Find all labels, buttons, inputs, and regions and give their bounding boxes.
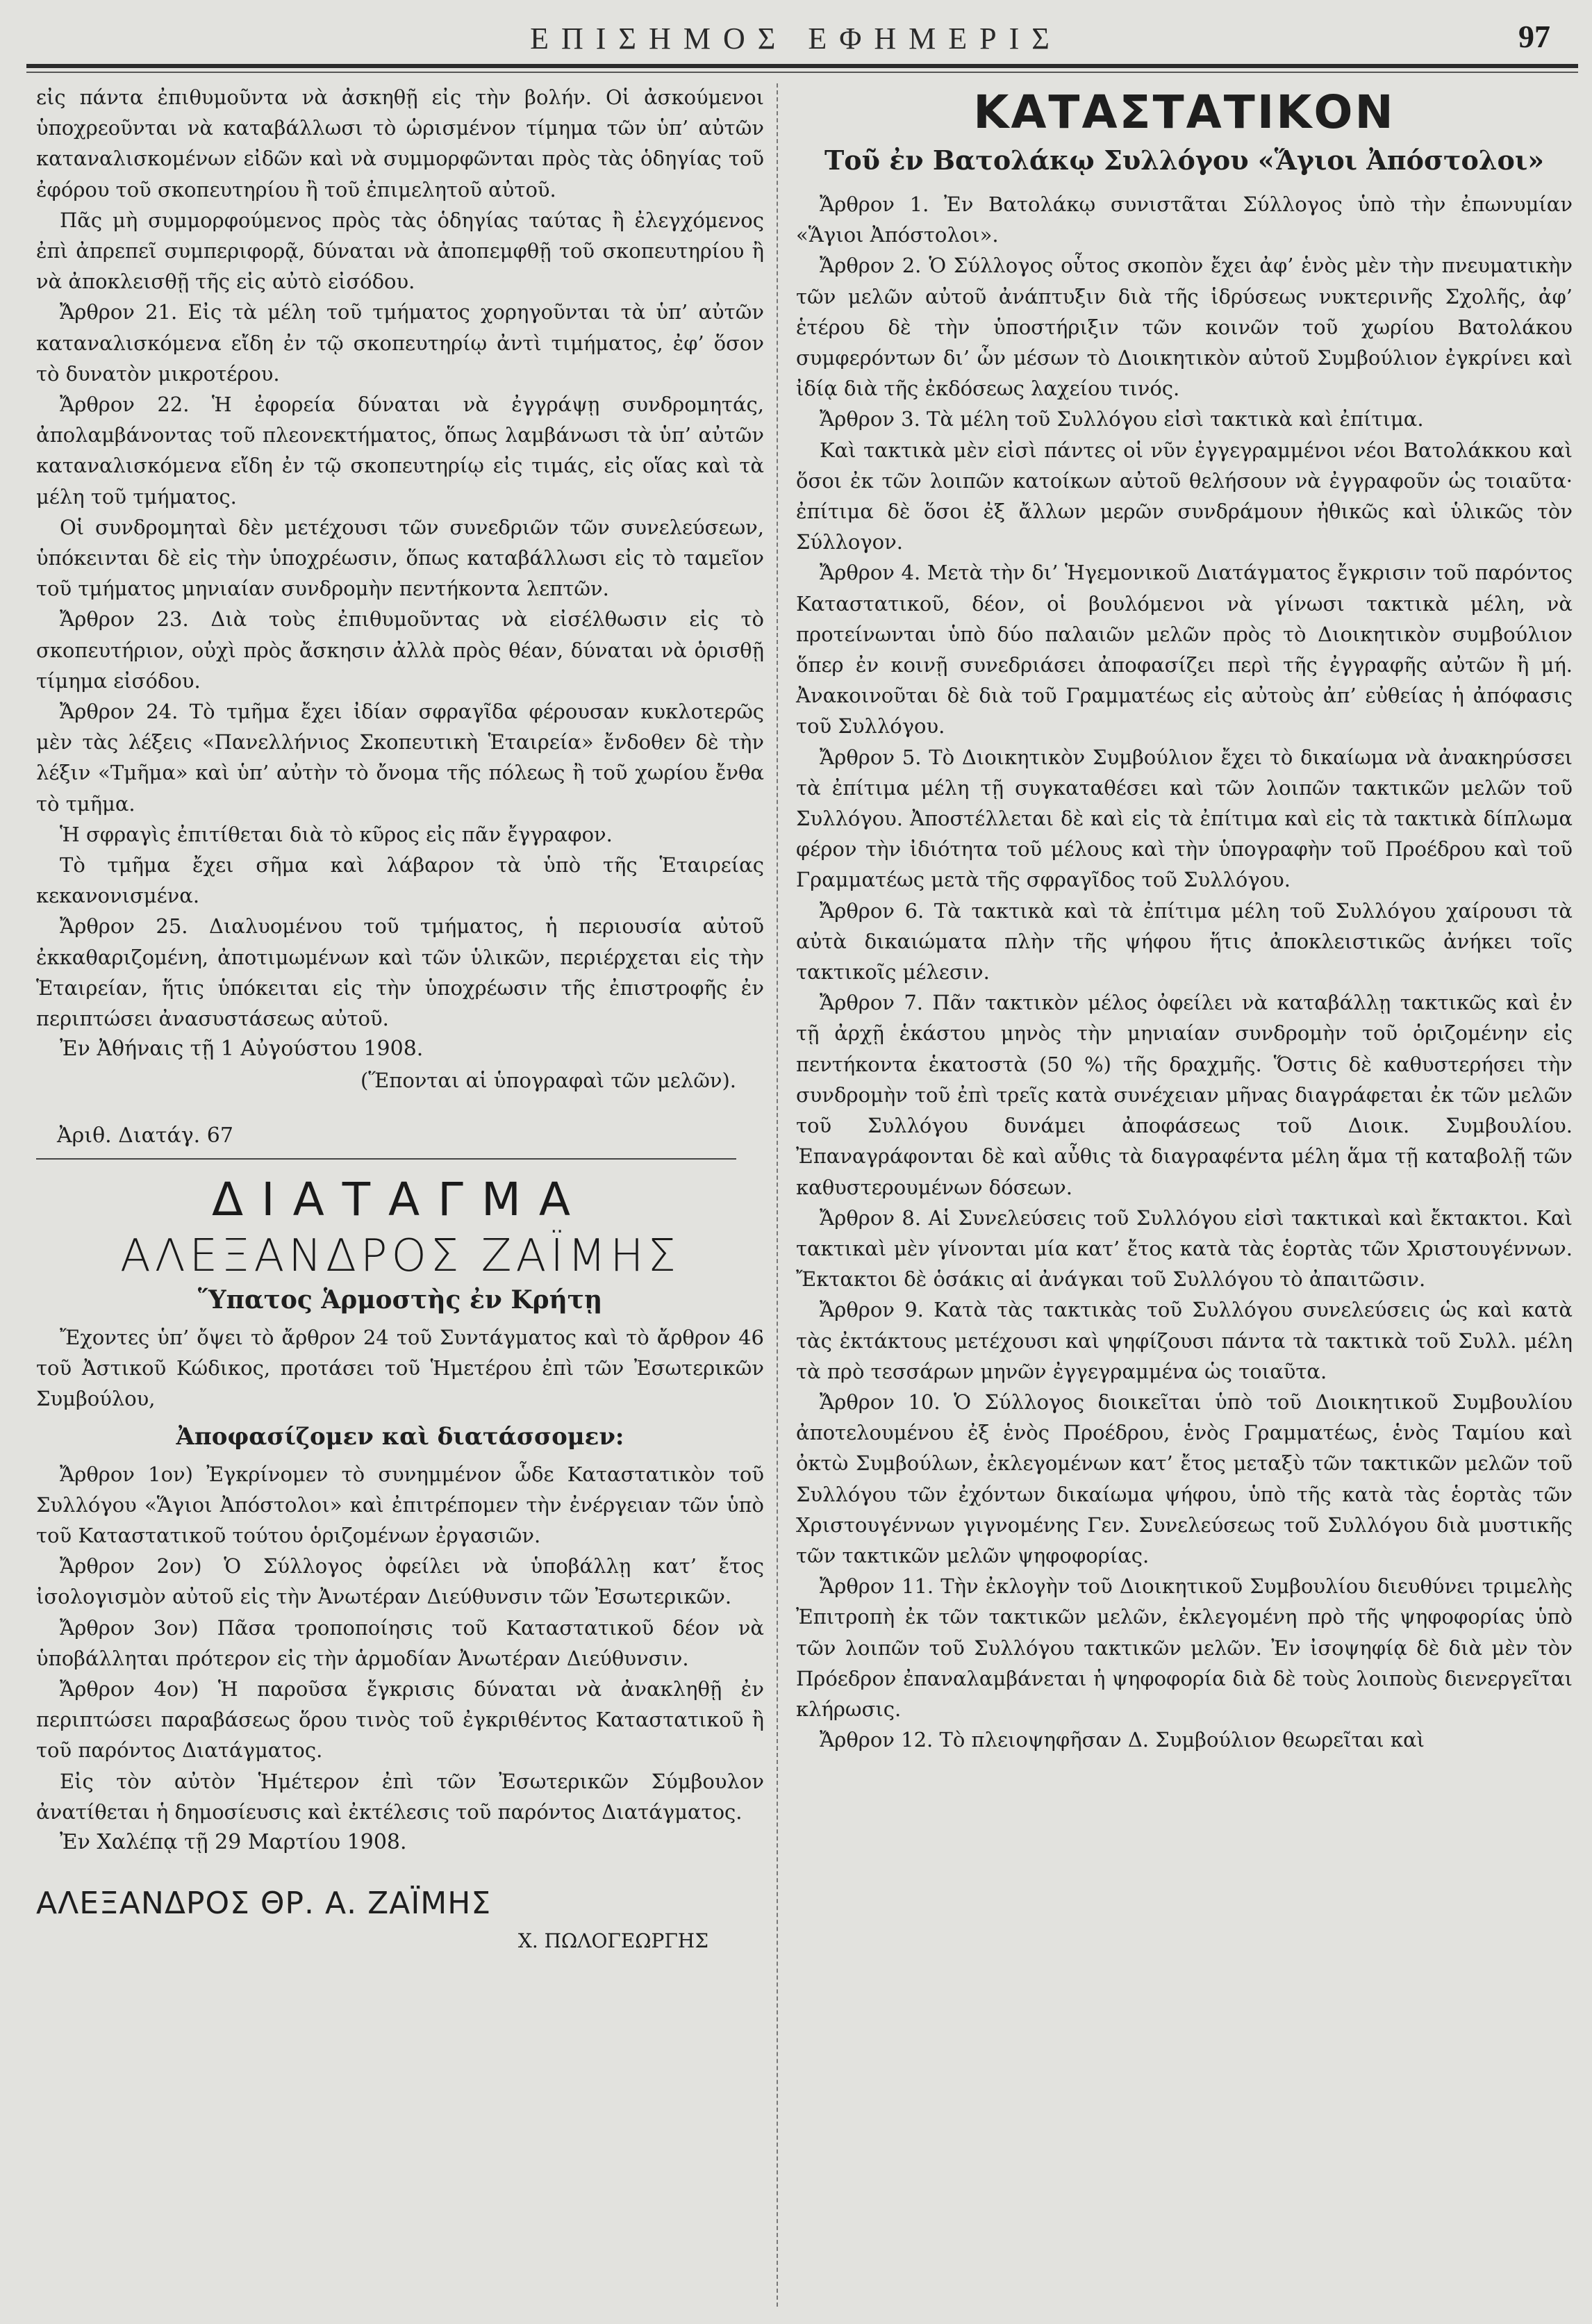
article-21: Ἄρθρον 21. Εἰς τὰ μέλη τοῦ τμήματος χορηγοῦνται τὰ ὑπ’ αὐτῶν καταναλισκόμενα εἴδη ἐν τῷ σκοπευτηρίῳ ἀντὶ τιμήματος, ἐφ’ ὅσον τὸ δυνατὸν μικροτέρου. xyxy=(36,300,764,386)
article-25: Ἄρθρον 25. Διαλυομένου τοῦ τμήματος, ἡ περιουσία αὐτοῦ ἐκκαθαριζομένη, ἀποτιμωμένων καὶ τῶν ὑλικῶν, περιέρχεται εἰς τὴν Ἑταιρείαν, ἥτις ὑπόκειται εἰς τὴν ὑποχρέωσιν τῆς ἐπιστροφῆς ἐν περιπτώσει ἀνασυστάσεως αὐτοῦ. xyxy=(36,914,764,1031)
header-rule-thin xyxy=(26,72,1578,73)
statute-article-12: Ἄρθρον 12. Τὸ πλειοψηφῆσαν Δ. Συμβούλιον θεωρεῖται καὶ xyxy=(820,1728,1425,1752)
decree-article-2: Ἄρθρον 2ον) Ὁ Σύλλογος ὀφείλει νὰ ὑποβάλλῃ κατ’ ἔτος ἰσολογισμὸν αὐτοῦ εἰς τὴν Ἀνωτέραν Διεύθυνσιν τῶν Ἐσωτερικῶν. xyxy=(36,1554,764,1609)
decree-preamble: Ἔχοντες ὑπ’ ὄψει τὸ ἄρθρον 24 τοῦ Συντάγματος καὶ τὸ ἄρθρον 46 τοῦ Ἀστικοῦ Κώδικος, προτάσει τοῦ Ἡμετέρου ἐπὶ τῶν Ἐσωτερικῶν Συμβούλου, xyxy=(36,1325,764,1411)
statute-article-10: Ἄρθρον 10. Ὁ Σύλλογος διοικεῖται ὑπὸ τοῦ Διοικητικοῦ Συμβουλίου ἀποτελουμένου ἐξ ἑνὸς Προέδρου, ἑνὸς Γραμματέως, ἑνὸς Ταμίου καὶ ὀκτὼ Συμβούλων, ἐκλεγομένων κατ’ ἔτος μεταξὺ τῶν τακτικῶν μελῶν τοῦ Συλλόγου τῶν ἐχόντων δικαίωμα ψήφου, ὑπὸ τῆς κατὰ τὰς ἑορτὰς τῶν Χριστουγέννων γιγνομένης Γεν. Συνελεύσεως τοῦ Συλλόγου διὰ μυστικῆς τῶν τακτικῶν μελῶν ψηφοφορίας. xyxy=(796,1390,1573,1567)
statute-article-1: Ἄρθρον 1. Ἐν Βατολάκῳ συνιστᾶται Σύλλογος ὑπὸ τὴν ἐπωνυμίαν «Ἅγιοι Ἀπόστολοι». xyxy=(796,192,1573,247)
decree-operative-heading: Ἀποφασίζομεν καὶ διατάσσομεν: xyxy=(176,1422,624,1451)
decree-article-4: Ἄρθρον 4ον) Ἡ παροῦσα ἔγκρισις δύναται νὰ ἀνακληθῇ ἐν περιπτώσει παραβάσεως ὅρου τινὸς τοῦ ἐγκριθέντος Καταστατικοῦ ἢ τοῦ παρόντος Διατάγματος. xyxy=(36,1676,764,1763)
statute-title: ΚΑΤΑΣΤΑΤΙΚΟΝ xyxy=(973,85,1395,139)
article-22: Ἄρθρον 22. Ἡ ἐφορεία δύναται νὰ ἐγγράψῃ συνδρομητάς, ἀπολαμβάνοντας τοῦ πλεονεκτήματος, ὅπως λαμβάνωσι τὰ ὑπ’ αὐτῶν καταναλισκόμενα εἴδη ἐν τῷ σκοπευτηρίῳ εἰς τιμάς, εἰς οἵας καὶ τὰ μέλη τοῦ τμήματος. xyxy=(36,393,764,509)
running-head xyxy=(28,15,1564,64)
statute-article-2: Ἄρθρον 2. Ὁ Σύλλογος οὗτος σκοπὸν ἔχει ἀφ’ ἑνὸς μὲν τὴν πνευματικὴν τῶν μελῶν αὐτοῦ ἀνάπτυξιν διὰ τῆς ἱδρύσεως νυκτερινῆς Σχολῆς, ἀφ’ ἑτέρου δὲ τὴν ὑποστήριξιν τῶν κοινῶν τοῦ χωρίου Βατολάκου συμφερόντων δι’ ὧν μέσων τὸ Διοικητικὸν αὐτοῦ Συμβούλιον ἐγκρίνει καὶ ἰδίᾳ διὰ τῆς ἐκδόσεως λαχείου τινός. xyxy=(796,254,1573,401)
statute-article-11: Ἄρθρον 11. Τὴν ἐκλογὴν τοῦ Διοικητικοῦ Συμβουλίου διευθύνει τριμελὴς Ἐπιτροπὴ ἐκ τῶν τακτικῶν μελῶν, ἐκλεγομένη πρὸ τῆς ψηφοφορίας ὑπὸ τῶν λοιπῶν τοῦ Συλλόγου τακτικῶν μελῶν. Ἐν ἰσοψηφίᾳ δὲ διὰ μὲν τὸν Πρόεδρον ἐπαναλαμβάνεται ἡ ψηφοφορία διὰ δὲ τοὺς λοιποὺς διενεργεῖται κλήρωσις. xyxy=(796,1574,1573,1721)
statute-date: Ἐν Ἀθήναις τῇ 1 Αὐγούστου 1908. xyxy=(60,1037,424,1062)
article-23: Ἄρθρον 23. Διὰ τοὺς ἐπιθυμοῦντας νὰ εἰσέλθωσιν εἰς τὸ σκοπευτήριον, οὐχὶ πρὸς ἄσκησιν ἀλλὰ πρὸς θέαν, δύναται νὰ ὁρισθῇ τίμημα εἰσόδου. xyxy=(36,607,764,693)
paragraph: Οἱ συνδρομηταὶ δὲν μετέχουσι τῶν συνεδριῶν τῶν συνελεύσεων, ὑπόκεινται δὲ εἰς τὴν ὑποχρέωσιν, ὅπως καταβάλλωσι εἰς τὸ ταμεῖον τοῦ τμήματος μηνιαίαν συνδρομὴν πεντήκοντα λεπτῶν. xyxy=(36,515,764,601)
paragraph: Καὶ τακτικὰ μὲν εἰσὶ πάντες οἱ νῦν ἐγγεγραμμένοι νέοι Βατολάκκου καὶ ὅσοι ἐκ τῶν λοιπῶν κατοίκων αὐτοῦ θελήσουν νὰ ἐγγραφοῦν ὡς τοιαῦτα· ἐπίτιμα δὲ ὅσοι ἐξ ἄλλων μερῶν συνδράμουν ἠθικῶς καὶ ὑλικῶς τὸν Σύλλογον. xyxy=(796,438,1573,554)
decree-article-1: Ἄρθρον 1ον) Ἐγκρίνομεν τὸ συνημμένον ὧδε Καταστατικὸν τοῦ Συλλόγου «Ἅγιοι Ἀπόστολοι» καὶ ἐπιτρέπομεν τὴν ἐνέργειαν τῶν ὑπὸ τοῦ Καταστατικοῦ τούτου ὁριζομένων ἐργασιῶν. xyxy=(36,1462,764,1547)
column-divider xyxy=(777,83,778,2307)
order-rule xyxy=(36,1158,736,1160)
page-number: 97 xyxy=(1518,19,1550,54)
spacer xyxy=(796,179,1573,189)
statute-article-8: Ἄρθρον 8. Αἱ Συνελεύσεις τοῦ Συλλόγου εἰσὶ τακτικαὶ καὶ ἔκτακτοι. Καὶ τακτικαὶ μὲν γίνονται μία κατ’ ἔτος κατὰ τὰς ἑορτὰς τῶν Χριστουγέννων. Ἔκτακτοι δὲ ὁσάκις αἱ ἀνάγκαι τοῦ Συλλόγου τὸ ἀπαιτῶσιν. xyxy=(796,1205,1573,1292)
running-title: ΕΠΙΣΗΜΟΣ ΕΦΗΜΕΡΙΣ xyxy=(530,22,1062,56)
left-column xyxy=(36,82,764,1956)
countersignature: Χ. ΠΩΛΟΓΕΩΡΓΗΣ xyxy=(517,1929,708,1953)
paragraph: Πᾶς μὴ συμμορφούμενος πρὸς τὰς ὁδηγίας ταύτας ἢ ἐλεγχόμενος ἐπὶ ἀπρεπεῖ συμπεριφορᾷ, δύναται νὰ ἀποπεμφθῇ τοῦ σκοπευτηρίου ἢ νὰ ἀποκλεισθῇ τῆς εἰς αὐτὸ εἰσόδου. xyxy=(36,208,764,294)
decree-signature: ΑΛΕΞΑΝΔΡΟΣ ΘΡ. Α. ΖΑΪΜΗΣ xyxy=(36,1886,492,1922)
members-signatures-note: (Ἕπονται αἱ ὑπογραφαὶ τῶν μελῶν). xyxy=(360,1068,736,1092)
statute-article-9: Ἄρθρον 9. Κατὰ τὰς τακτικὰς τοῦ Συλλόγου συνελεύσεις ὡς καὶ κατὰ τὰς ἐκτάκτους μετέχουσι καὶ ψηφίζουσι πάντα τὰ τακτικὰ τοῦ Συλλ. μέλη τὰ πρὸ τεσσάρων μηνῶν ἐγγεγραμμένα ὡς τοιαῦτα. xyxy=(796,1298,1573,1383)
order-number: Ἀριθ. Διατάγ. 67 xyxy=(57,1123,233,1148)
paragraph: εἰς πάντα ἐπιθυμοῦντα νὰ ἀσκηθῇ εἰς τὴν βολήν. Οἱ ἀσκούμενοι ὑποχρεοῦνται νὰ καταβάλλωσι τὸ ὡρισμένον τίμημα τῶν ὑπ’ αὐτῶν καταναλισκομένων εἰδῶν καὶ νὰ συμμορφῶνται πρὸς τὰς ὁδηγίας τοῦ ἐφόρου τοῦ σκοπευτηρίου ἢ τοῦ ἐπιμελητοῦ αὐτοῦ. xyxy=(36,85,764,201)
decree-issuer-name: ΑΛΕΞΑΝΔΡΟΣ ΖΑΪΜΗΣ xyxy=(120,1230,680,1282)
decree-title: ΔΙΑΤΑΓΜΑ xyxy=(211,1172,589,1226)
paragraph: Ἡ σφραγὶς ἐπιτίθεται διὰ τὸ κῦρος εἰς πᾶν ἔγγραφον. xyxy=(60,822,613,846)
statute-article-5: Ἄρθρον 5. Τὸ Διοικητικὸν Συμβούλιον ἔχει τὸ δικαίωμα νὰ ἀνακηρύσσει τὰ ἐπίτιμα μέλη τῇ συγκαταθέσει καὶ τῶν λοιπῶν τακτικῶν μελῶν τοῦ Συλλόγου. Ἀποστέλλεται δὲ καὶ εἰς τὰ ἐπίτιμα καὶ εἰς τὰ τακτικὰ δίπλωμα φέρον τὴν ἰδιότητα τοῦ μέλους καὶ τὴν ὑπογραφὴν τοῦ Προέδρου καὶ τοῦ Γραμματέως μετὰ τῆς σφραγῖδος τοῦ Συλλόγου. xyxy=(796,745,1573,892)
article-24: Ἄρθρον 24. Τὸ τμῆμα ἔχει ἰδίαν σφραγῖδα φέρουσαν κυκλοτερῶς μὲν τὰς λέξεις «Πανελλήνιος Σκοπευτικὴ Ἑταιρεία» ἔνδοθεν δὲ τὴν λέξιν «Τμῆμα» καὶ ὑπ’ αὐτὴν τὸ ὄνομα τῆς πόλεως ἢ τοῦ χωρίου ἔνθα τὸ τμῆμα. xyxy=(36,700,764,816)
statute-article-6: Ἄρθρον 6. Τὰ τακτικὰ καὶ τὰ ἐπίτιμα μέλη τοῦ Συλλόγου χαίρουσι τὰ αὐτὰ δικαιώματα πλὴν τῆς ψήφου ἥτις ἀποκλειστικῶς ἀνήκει τοῖς τακτικοῖς μέλεσιν. xyxy=(796,898,1573,984)
header-rule xyxy=(26,64,1578,68)
statute-article-4: Ἄρθρον 4. Μετὰ τὴν δι’ Ἡγεμονικοῦ Διατάγματος ἔγκρισιν τοῦ παρόντος Καταστατικοῦ, δέον, οἱ βουλόμενοι νὰ γίνωσι τακτικὰ μέλη, νὰ προτείνωνται ὑπὸ δύο παλαιῶν μελῶν πρὸς τὸ Διοικητικὸν συμβούλιον ὅπερ ἐν κοινῇ συνεδριάσει ἀποφασίζει περὶ τῆς ἐγγραφῆς αὐτῶν ἢ μή. Ἀνακοινοῦται δὲ διὰ τοῦ Γραμματέως εἰς αὐτοὺς ἀπ’ εὐθείας ἡ ἀπόφασις τοῦ Συλλόγου. xyxy=(796,561,1573,739)
decree-date: Ἐν Χαλέπᾳ τῇ 29 Μαρτίου 1908. xyxy=(60,1829,407,1854)
statute-subtitle: Τοῦ ἐν Βατολάκῳ Συλλόγου «Ἅγιοι Ἀπόστολοι» xyxy=(824,145,1545,176)
paragraph: Τὸ τμῆμα ἔχει σῆμα καὶ λάβαρον τὰ ὑπὸ τῆς Ἑταιρείας κεκανονισμένα. xyxy=(36,853,764,908)
right-column xyxy=(796,82,1573,1755)
decree-article-3: Ἄρθρον 3ον) Πᾶσα τροποποίησις τοῦ Καταστατικοῦ δέον νὰ ὑποβάλληται πρότερον εἰς τὴν ἁρμοδίαν Ἀνωτέραν Διεύθυνσιν. xyxy=(36,1615,764,1670)
statute-article-7: Ἄρθρον 7. Πᾶν τακτικὸν μέλος ὀφείλει νὰ καταβάλλῃ τακτικῶς καὶ ἐν τῇ ἀρχῇ ἑκάστου μηνὸς τὴν μηνιαίαν συνδρομὴν τοῦ ὁριζομένην εἰς πεντήκοντα ἑκατοστὰ (50 %) τῆς δραχμῆς. Ὅστις δὲ καθυστερήσει τὴν συνδρομὴν τοῦ ἐπὶ τρεῖς κατὰ συνέχειαν μῆνας διαγράφεται ἐκ τῶν μελῶν τοῦ Συλλόγου δυνάμει ἀποφάσεως τοῦ Διοικ. Συμβουλίου. Ἐπαναγράφονται δὲ καὶ αὖθις τὰ διαγραφέντα μέλη ἅμα τῇ καταβολῇ τῶν καθυστερουμένων δόσεων. xyxy=(796,991,1573,1199)
decree-issuer-office: Ὕπατος Ἁρμοστὴς ἐν Κρήτῃ xyxy=(197,1285,603,1315)
statute-article-3: Ἄρθρον 3. Τὰ μέλη τοῦ Συλλόγου εἰσὶ τακτικὰ καὶ ἐπίτιμα. xyxy=(820,407,1424,431)
decree-execution: Εἰς τὸν αὐτὸν Ἡμέτερον ἐπὶ τῶν Ἐσωτερικῶν Σύμβουλον ἀνατίθεται ἡ δημοσίευσις καὶ ἐκτέλεσις τοῦ παρόντος Διατάγματος. xyxy=(36,1769,764,1824)
